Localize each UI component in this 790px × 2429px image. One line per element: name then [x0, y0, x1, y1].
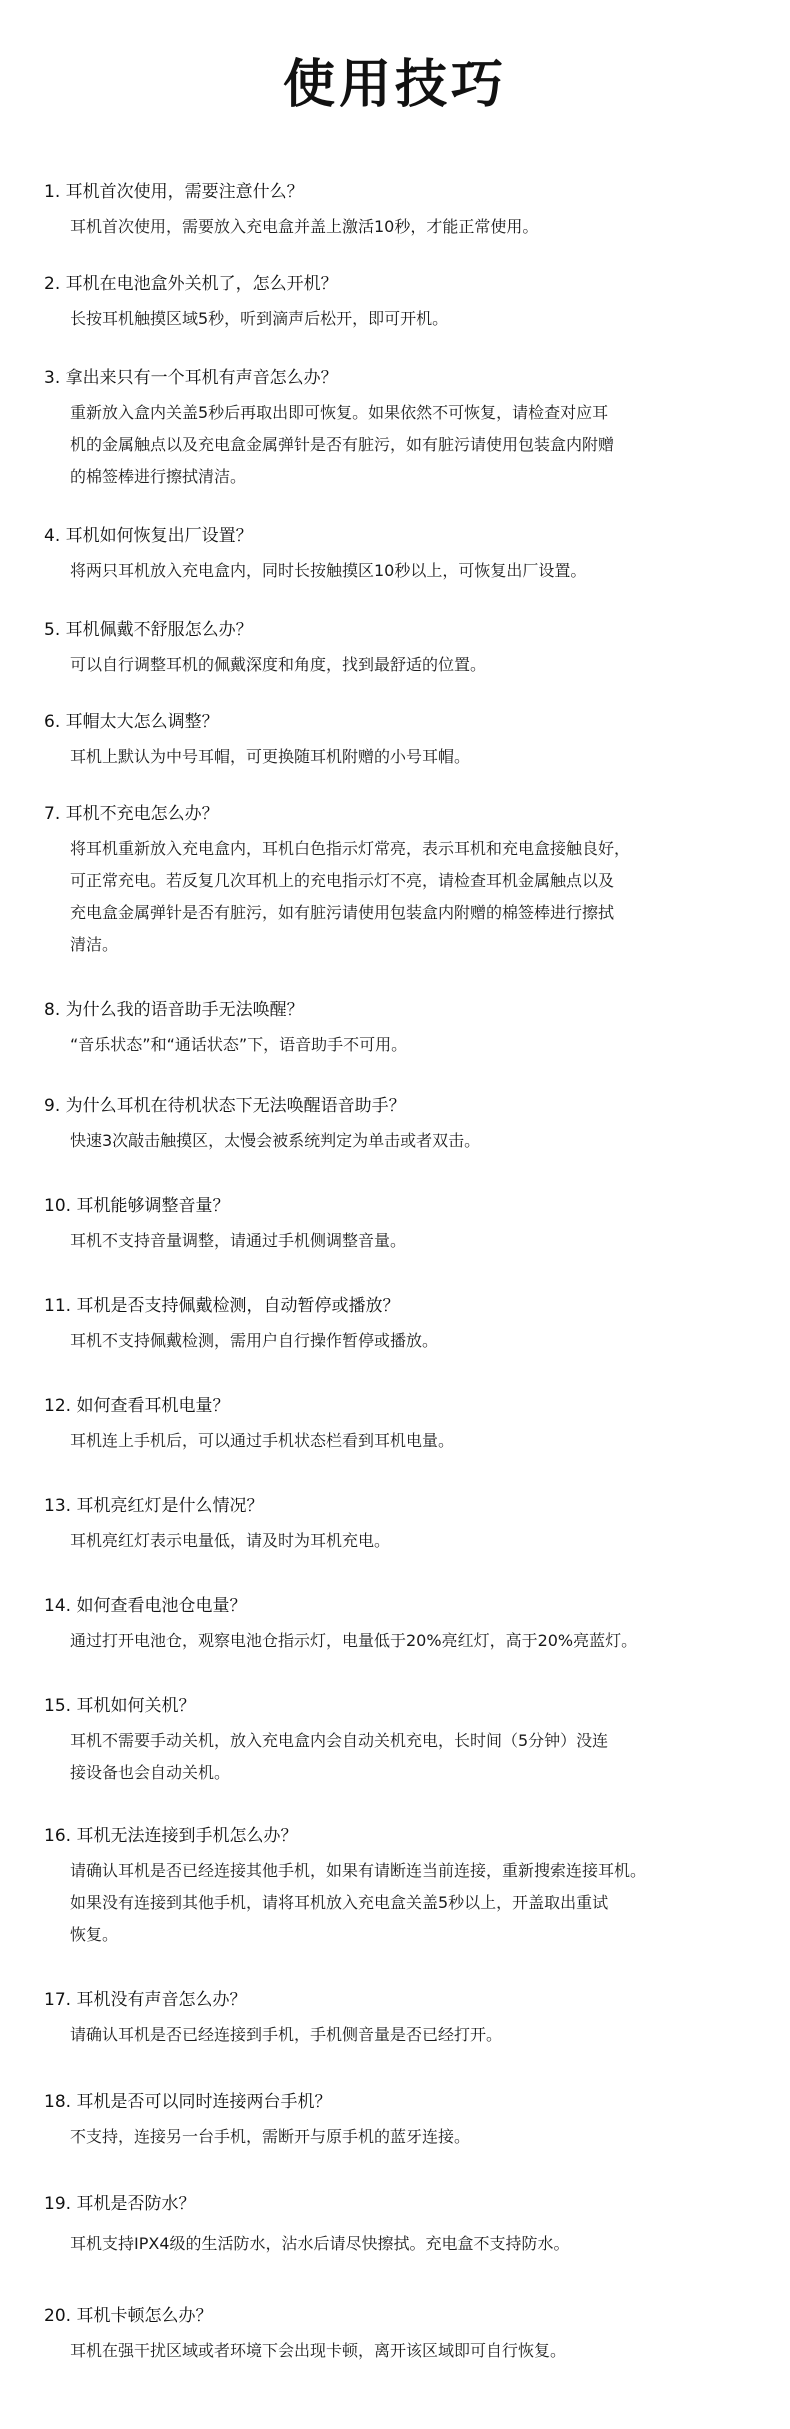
faq-question: 18. 耳机是否可以同时连接两台手机？ [44, 2092, 332, 2112]
faq-answer: 请确认耳机是否已经连接其他手机，如果有请断连当前连接，重新搜索连接耳机。 如果没有连接到其他手机，请将耳机放入充电盒关盖5秒以上，开盖取出重试 恢复。 [70, 1861, 647, 1944]
faq-question: 2. 耳机在电池盒外关机了，怎么开机？ [44, 274, 338, 294]
faq-answer: 耳机亮红灯表示电量低，请及时为耳机充电。 [70, 1531, 391, 1550]
faq-answer: 耳机不支持音量调整，请通过手机侧调整音量。 [70, 1231, 407, 1250]
faq-answer: 将耳机重新放入充电盒内，耳机白色指示灯常亮，表示耳机和充电盒接触良好， 可正常充电。若反复几次耳机上的充电指示灯不亮，请检查耳机金属触点以及 充电盒金属弹针是否有脏污，如有脏污请使用包装盒内附赠的棉签棒进行擦拭 清洁。 [70, 839, 631, 954]
faq-answer: 耳机首次使用，需要放入充电盒并盖上激活10秒，才能正常使用。 [70, 217, 539, 236]
faq-question: 8. 为什么我的语音助手无法唤醒？ [44, 1000, 304, 1020]
faq-question: 13. 耳机亮红灯是什么情况？ [44, 1496, 264, 1516]
faq-answer: 耳机不需要手动关机，放入充电盒内会自动关机充电，长时间（5分钟）没连 接设备也会自动关机。 [70, 1731, 609, 1782]
faq-question: 20. 耳机卡顿怎么办？ [44, 2306, 213, 2326]
faq-question: 12. 如何查看耳机电量？ [44, 1396, 230, 1416]
faq-answer: 耳机连上手机后，可以通过手机状态栏看到耳机电量。 [70, 1431, 455, 1450]
faq-answer: 耳机支持IPX4级的生活防水，沾水后请尽快擦拭。充电盒不支持防水。 [70, 2234, 570, 2253]
faq-answer: 快速3次敲击触摸区，太慢会被系统判定为单击或者双击。 [70, 1131, 481, 1150]
faq-answer: 请确认耳机是否已经连接到手机，手机侧音量是否已经打开。 [70, 2025, 503, 2044]
faq-question: 17. 耳机没有声音怎么办？ [44, 1990, 247, 2010]
faq-question: 16. 耳机无法连接到手机怎么办？ [44, 1826, 298, 1846]
faq-answer: 耳机在强干扰区域或者环境下会出现卡顿，离开该区域即可自行恢复。 [70, 2341, 567, 2360]
faq-answer: 可以自行调整耳机的佩戴深度和角度，找到最舒适的位置。 [70, 655, 487, 674]
faq-question: 7. 耳机不充电怎么办？ [44, 804, 219, 824]
faq-question: 1. 耳机首次使用，需要注意什么？ [44, 182, 304, 202]
faq-question: 19. 耳机是否防水？ [44, 2194, 196, 2214]
faq-answer: 通过打开电池仓，观察电池仓指示灯，电量低于20%亮红灯，高于20%亮蓝灯。 [70, 1631, 638, 1650]
faq-question: 10. 耳机能够调整音量？ [44, 1196, 230, 1216]
faq-question: 5. 耳机佩戴不舒服怎么办？ [44, 620, 253, 640]
faq-question: 3. 拿出来只有一个耳机有声音怎么办？ [44, 368, 338, 388]
faq-answer: 重新放入盒内关盖5秒后再取出即可恢复。如果依然不可恢复，请检查对应耳 机的金属触点以及充电盒金属弹针是否有脏污，如有脏污请使用包装盒内附赠 的棉签棒进行擦拭清洁。 [70, 403, 615, 486]
faq-question: 9. 为什么耳机在待机状态下无法唤醒语音助手？ [44, 1096, 406, 1116]
faq-answer: 长按耳机触摸区域5秒，听到滴声后松开，即可开机。 [70, 309, 449, 328]
faq-question: 11. 耳机是否支持佩戴检测，自动暂停或播放？ [44, 1296, 400, 1316]
page-title: 使用技巧 [282, 55, 507, 115]
faq-question: 4. 耳机如何恢复出厂设置？ [44, 526, 253, 546]
faq-question: 15. 耳机如何关机？ [44, 1696, 196, 1716]
faq-question: 6. 耳帽太大怎么调整？ [44, 712, 219, 732]
faq-answer: 将两只耳机放入充电盒内，同时长按触摸区10秒以上，可恢复出厂设置。 [70, 561, 587, 580]
faq-answer: 耳机上默认为中号耳帽，可更换随耳机附赠的小号耳帽。 [70, 747, 471, 766]
faq-answer: 耳机不支持佩戴检测，需用户自行操作暂停或播放。 [70, 1331, 439, 1350]
faq-answer: 不支持，连接另一台手机，需断开与原手机的蓝牙连接。 [70, 2127, 471, 2146]
faq-answer: “音乐状态”和“通话状态”下，语音助手不可用。 [70, 1035, 408, 1054]
faq-question: 14. 如何查看电池仓电量？ [44, 1596, 247, 1616]
